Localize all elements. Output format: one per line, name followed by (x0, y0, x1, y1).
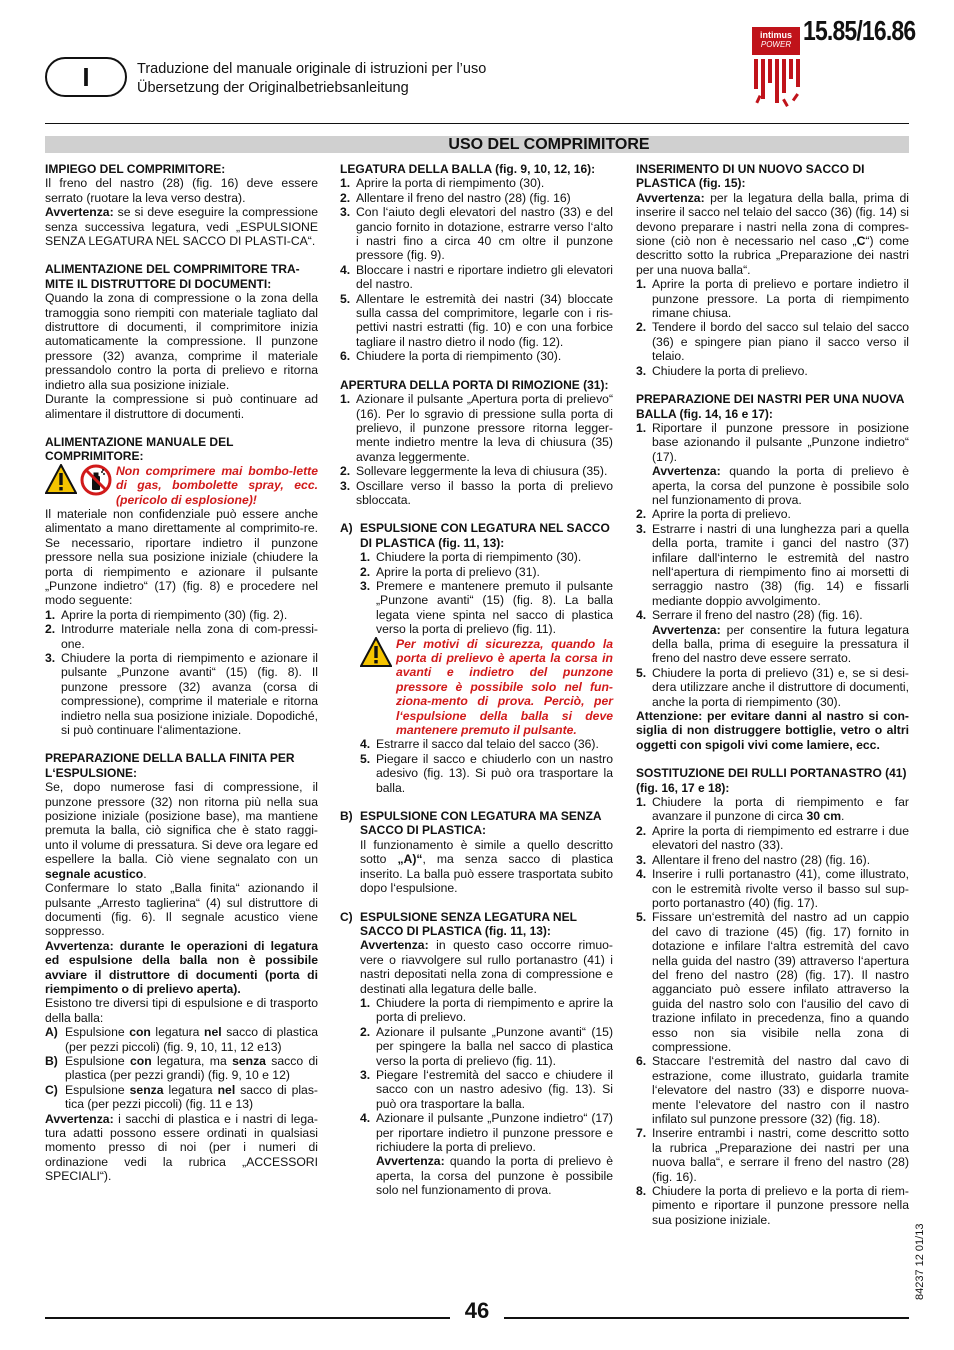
list-alimentazione (45, 608, 318, 738)
list-item: 4. Serrare il freno del nastro (28) (fig. 16). Avvertenza: per consentire la futura legatura della balla, prima di eseguire la pressatura il freno del nastro deve essere serrato. (636, 608, 909, 666)
list-item: 1. Aprire la porta di prelievo e portare indietro il punzone pressore. La porta di riempimento rimane chiusa. (636, 277, 909, 321)
list-item: 2. Aprire la porta di prelievo. (636, 507, 791, 522)
heading-preparazione-balla: PREPARAZIONE DELLA BALLA FINITA PER L‘ESPULSIONE: (45, 751, 295, 780)
list-item: 3. Estrarre i nastri di una lunghezza pari a quella della porta, tramite i ganci del nastro (37) infilare dall‘interno le estremità del nastro nell‘apertura di riempimento fino ai morsetti di serraggio nastro (38) (fig. 14) e fissarli mediante doppio avvolgimento. (636, 521, 909, 608)
para-tipi-espulsione: Esistono tre diversi tipi di espulsione e di trasporto della balla: (45, 996, 318, 1025)
list-item: 1. Aprire la porta di riempimento (30) (fig. 2). (45, 607, 288, 622)
list-item: 5. Piegare il sacco e chiuderlo con un nastro adesivo (fig. 13). Si può ora trasportare la balla. (360, 751, 613, 795)
list-item: 4. Inserire i rulli portanastro (41), come illustrato, con le estremità rivolte verso il basso sul sup-porto portanastro (40) (fig. 17). (636, 867, 909, 910)
warning-triangle-icon (45, 464, 77, 494)
list-inserimento (636, 277, 909, 378)
list-item: 3. Chiudere la porta di prelievo. (636, 363, 808, 378)
list-item: 3. Premere e mantenere premuto il pulsante „Punzone avanti“ (15) (fig. 8). La balla legata viene spinta nel sacco di plastica verso la porta di prelievo (fig. 11). (360, 578, 613, 637)
heading-apertura: APERTURA DELLA PORTA DI RIMOZIONE (31): (340, 377, 609, 392)
heading-impiego: IMPIEGO DEL COMPRIMITORE: (45, 162, 226, 176)
warning-text-spray: Non comprimere mai bombo-lette di gas, bombolette spray, ecc. (pericolo di esplosione)! (116, 463, 318, 507)
para-volume: Se, dopo numerose fasi di compressione, il punzone pressore (32) non ritorna più nella sua posizione iniziale (posizione base), ma mantiene premuta la balla, ciò significa che è stato raggi-unto il volume di pressatura. Si deve ora legare ed espellere la balla. Ciò viene segnalato con un segnale acustico. (45, 780, 318, 881)
list-item: 1. Aprire la porta di riempimento (30). (340, 176, 545, 191)
column-2 (340, 162, 613, 1212)
list-legatura (340, 176, 613, 363)
list-item: 5. Fissare un‘estremità del nastro ad un cappio del cavo di trazione (45) (fig. 17) fornito in dotazione e infilare l‘altra estremità del cavo nella guida del nastro (39) attraverso l‘apertura del freno del nastro (28) (fig. 17). Il nastro agganciato può essere infilato attraverso la guida del nastro solo con l‘ausilio del cavo di trazione infilato in precedenza, fino a quando esso non sia visibile nella zona di compressione. (636, 910, 909, 1054)
para-attenzione: Attenzione: per evitare danni al nastro si con-siglia di non distruggere bottiglie, vetro o altri oggetti con spigoli vivi come lamiere, ecc. (636, 709, 909, 752)
page-number: 46 (464, 1298, 490, 1323)
list-item: B) Espulsione con legatura, ma senza sacco di plastica (per pezzi grandi) (fig. 9, 10 e 12) (45, 1053, 318, 1083)
list-item: 4. Azionare il pulsante „Punzone indietro“ (17) per riportare indietro il punzone pressore e richiudere la porta di prelievo. Avvertenza: quando la porta di prelievo è aperta, la corsa del punzone è possibile solo nel funzionamento di prova. (360, 1111, 613, 1198)
list-item: 6. Chiudere la porta di riempimento (30). (340, 349, 562, 364)
list-preparazione (636, 421, 909, 709)
model-number: 15.85/16.86 (803, 15, 916, 46)
para-espulsione-b: Il funzionamento è simile a quello descritto sotto „A)“, ma senza sacco di plastica inserito. La balla può essere trasportata subito dopo l‘espulsione. (360, 837, 614, 896)
column-1 (45, 162, 318, 1198)
list-item: 4. Bloccare i nastri e riportare indietro gli elevatori del nastro. (340, 262, 613, 292)
shred-strips-icon (754, 59, 800, 107)
list-item: 3. Con l‘aiuto degli elevatori del nastro (33) e del gancio fornito in dotazione, estrarre verso l‘alto i nastri fino a circa 40 cm oltre il punzone pressore (fig. 9). (340, 205, 613, 263)
para-espulsione-c: Avvertenza: in questo caso occorre rimuo-vere o riavvolgere sul rullo portanastro (41) i nastri depositati nella zona di compressione e destinati alla legatura delle balle. (360, 938, 613, 996)
heading-preparazione-nastri: PREPARAZIONE DEI NASTRI PER UNA NUOVA BALLA (fig. 14, 16 e 17): (636, 392, 905, 421)
list-item: 2. Tendere il bordo del sacco sul telaio del sacco (36) e spingere pian piano il sacco verso il telaio. (636, 320, 909, 364)
list-item: 1. Riportare il punzone pressore in posizione base azionando il pulsante „Punzone indietro“ (17). Avvertenza: quando la porta di prelievo è aperta, la corsa del punzone è possibile solo nel funzionamento di prova. (636, 420, 909, 507)
list-item: 2. Aprire la porta di riempimento ed estrarre i due elevatori del nastro (33). (636, 823, 909, 853)
list-item: C) Espulsione senza legatura nel sacco di plas-tica (per pezzi piccoli) (fig. 11 e 13) (45, 1082, 318, 1112)
list-item: 4. Estrarre il sacco dal telaio del sacco (36). (360, 737, 599, 752)
list-item: 1. Chiudere la porta di riempimento (30). (360, 550, 582, 565)
list-item: 5. Allentare le estremità dei nastri (34) bloccate sulla cassa del comprimitore, legarle con i ris-pettivi nastri estratti (fig. 10) e con una forbice tagliare il nastro dietro il nodo (fig. 12). (340, 291, 613, 349)
document-code: 84237 12 01/13 (914, 1223, 926, 1300)
heading-espulsione-b: B) ESPULSIONE CON LEGATURA MA SENZA SACCO DI PLASTICA: (340, 809, 602, 838)
para-confermare: Confermare lo stato „Balla finita“ azionando il pulsante „Arresto taglierina“ (4) sul distruttore di documenti (fig. 6). Il segnale acustico viene soppresso. (45, 881, 318, 939)
warning-box-safety (340, 637, 613, 738)
heading-espulsione-c: C) ESPULSIONE SENZA LEGATURA NEL SACCO DI PLASTICA (fig. 11, 13): (340, 909, 577, 938)
list-item: 3. Oscillare verso il basso la porta di prelievo sbloccata. (340, 478, 613, 507)
list-item: 2. Sollevare leggermente la leva di chiusura (35). (340, 464, 608, 479)
header-line-2: Übersetzung der Originalbetriebsanleitung (137, 80, 409, 96)
brand-logo-box (752, 27, 800, 55)
heading-alimentazione-manuale: ALIMENTAZIONE MANUALE DEL COMPRIMITORE: (45, 434, 234, 464)
heading-espulsione-a: A) ESPULSIONE CON LEGATURA NEL SACCO DI PLASTICA (fig. 11, 13): (340, 521, 610, 550)
para-avvertenza-legatura: Avvertenza: durante le operazioni di legatura ed espulsione della balla non è possibile avviare il distruttore di documenti (porta di riempimento o di prelievo aperta). (45, 938, 318, 996)
heading-sostituzione-rulli: SOSTITUZIONE DEI RULLI PORTANASTRO (41) (fig. 16, 17 e 18): (636, 766, 907, 795)
header-titles (137, 60, 486, 98)
list-item: 6. Staccare l‘estremità del nastro dal cavo di estrazione, come illustrato, guidarla tramite l‘elevatore del nastro (33) e disporre nuova-mente l‘elevatore del nastro con il nastro infilato sul punzone pressore (32) (fig. 18). (636, 1054, 909, 1126)
list-item: 5. Chiudere la porta di prelievo (31) e, se si desi-dera utilizzare anche il distruttore di documenti, anche la porta di riempimento (30). (636, 665, 909, 709)
heading-inserimento-sacco: INSERIMENTO DI UN NUOVO SACCO DI PLASTICA (fig. 15): (636, 162, 865, 191)
list-item: 3. Chiudere la porta di riempimento e azionare il pulsante „Punzone avanti“ (15) (fig. 8). Il punzone pressore (32) avanza (corsa di compressione), comprime il materiale e ritorna indietro nella sua posizione iniziale. Dopodiché, si può continuare l‘alimentazione. (45, 651, 318, 738)
list-item: 8. Chiudere la porta di prelievo e la porta di riem-pimento e riportare il punzone pressore nella sua posizione iniziale. (636, 1184, 909, 1227)
para-freno: Il freno del nastro (28) (fig. 16) deve essere serrato (ruotare la leva verso destra). (45, 176, 318, 205)
list-item: 1. Chiudere la porta di riempimento e far avanzare il punzone di circa 30 cm. (636, 795, 909, 824)
header-line-1: Traduzione del manuale originale di istruzioni per l’uso (137, 61, 487, 77)
para-materiale: Il materiale non confidenziale può essere anche alimentato a mano direttamente al comprimito-re. Se necessario, riportare indietro il punzone pressore nella sua posizione iniziale (chiudere la porta di riempimento e azionare il pulsante „Punzone indietro“ (17) (fig. 8) e procedere nel modo seguente: (45, 506, 318, 608)
list-item: 2. Allentare il freno del nastro (28) (fig. 16) (340, 190, 571, 205)
section-header-bar (45, 136, 909, 153)
list-item: 7. Inserire entrambi i nastri, come descritto sotto la rubrica „Preparazione dei nastri per una nuova balla“, e serrare il freno del nastro (28) (fig. 16). (636, 1126, 909, 1184)
para-accessori: Avvertenza: i sacchi di plastica e i nastri di lega-tura adatti possono essere ordinati in qualsiasi momento presso di noi (per i numeri di ordinazione vedi la rubrica „ACCESSORI SPECIALI“). (45, 1111, 318, 1184)
list-item: 2. Introdurre materiale nella zona di com-pressi-one. (45, 622, 318, 651)
list-espulsione-a (340, 550, 613, 636)
brand-sub: POWER (760, 40, 792, 49)
list-tipi (45, 1025, 318, 1111)
list-item: 2. Azionare il pulsante „Punzone avanti“ (15) per spingere la balla nel sacco di plastica verso la porta di prelievo (fig. 11). (360, 1024, 613, 1068)
list-item: 1. Chiudere la porta di riempimento e aprire la porta di prelievo. (360, 995, 613, 1025)
brand-logo (752, 27, 800, 107)
brand-name: intimus (759, 30, 792, 40)
header-divider (45, 123, 909, 124)
list-espulsione-c (340, 996, 613, 1198)
column-3 (636, 162, 909, 1241)
list-espulsione-a-2 (340, 737, 613, 795)
footer-rule-right (504, 1317, 909, 1319)
footer-rule-left (45, 1317, 450, 1319)
list-item: 2. Aprire la porta di prelievo (31). (360, 564, 540, 579)
warning-box-spray (45, 464, 318, 507)
list-apertura (340, 392, 613, 507)
para-avvertenza-sacco: Avvertenza: per la legatura della balla, prima di inserire il sacco nel telaio del sacco (36) (fig. 14) si devono preparare i nastri nella zona di compres-sione (ciò non è necessario nel caso „C“) come descritto sotto la rubrica „Preparazione dei nastri per una nuova balla“. (636, 190, 909, 277)
list-sostituzione (636, 795, 909, 1227)
section-title: USO DEL COMPRIMITORE (448, 136, 650, 153)
para-compressione: Quando la zona di compressione o la zona della tramoggia sono riempiti con materiale tagliato dal distruttore di documenti, il comprimitore inizia automaticamente la compressione. Il punzone pressore (32) avanza, comprime il materiale pressandolo contro la porta di prelievo e ritorna indietro alla sua posizione iniziale. (45, 291, 318, 392)
warning-text-safety: Per motivi di sicurezza, quando la porta di prelievo è aperta la corsa in avanti e indietro del punzone pressore è possibile solo nel fun-ziona-mento di prova. Perciò, per l‘espulsione della balla si deve mantenere premuto il pulsante. (396, 636, 613, 738)
list-item: 1. Azionare il pulsante „Apertura porta di prelievo“ (16). Per lo sgravio di pressione sulla porta di prelievo, il punzone pressore ritorna legger-mente indietro mentre la leva di chiusura (35) avanza leggermente. (340, 392, 613, 464)
no-spray-can-icon (80, 464, 112, 496)
list-item: 3. Piegare l‘estremità del sacco e chiudere il sacco con un nastro adesivo (fig. 13). Si può ora trasportare la balla. (360, 1067, 613, 1111)
para-avvertenza-1: Avvertenza: se si deve eseguire la compressione senza successiva legatura, vedi „ESPULSIONE SENZA LEGATURA NEL SACCO DI PLASTI-CA“. (45, 205, 318, 249)
heading-alimentazione-distruttore: ALIMENTAZIONE DEL COMPRIMITORE TRA-MITE IL DISTRUTTORE DI DOCUMENTI: (45, 262, 300, 291)
para-continuare: Durante la compressione si può continuare ad alimentare il distruttore di documenti. (45, 392, 318, 421)
warning-triangle-icon (360, 637, 392, 667)
heading-legatura: LEGATURA DELLA BALLA (fig. 9, 10, 12, 16): (340, 162, 596, 176)
list-item: 3. Allentare il freno del nastro (28) (fig. 16). (636, 852, 871, 867)
list-item: A) Espulsione con legatura nel sacco di plastica (per pezzi piccoli) (fig. 9, 10, 11, 12 e13) (45, 1025, 318, 1054)
language-badge: I (45, 57, 127, 97)
